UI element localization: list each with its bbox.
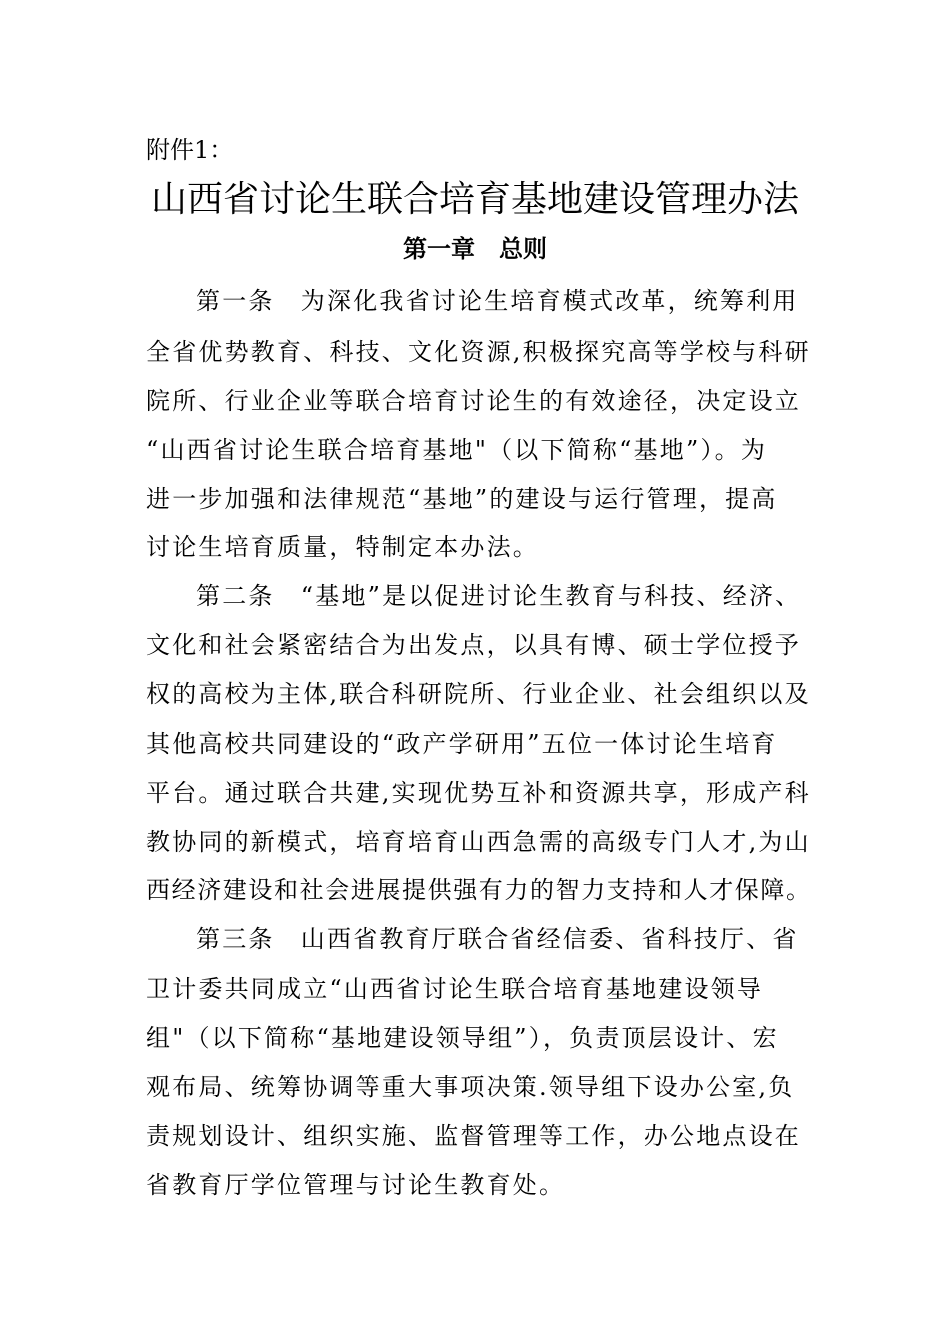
article-2-line-2: 文化和社会紧密结合为出发点，以具有博、硕士学位授予: [146, 631, 801, 659]
article-3-line-2: 卫计委共同成立“山西省讨论生联合培育基地建设领导: [146, 975, 764, 1003]
article-2-line-6: 教协同的新模式，培育培育山西急需的高级专门人才,为山: [146, 828, 811, 856]
article-2-line-1: 第二条 “基地”是以促进讨论生教育与科技、经济、: [196, 582, 802, 610]
article-3-line-5: 责规划设计、组织实施、监督管理等工作，办公地点设在: [146, 1122, 801, 1150]
article-2-line-5: 平台。通过联合共建,实现优势互补和资源共享，形成产科: [146, 779, 811, 807]
article-1-line-1: 第一条 为深化我省讨论生培育模式改革，统筹利用: [196, 287, 799, 315]
chapter-heading: 第一章 总则: [403, 235, 547, 263]
article-2-line-4: 其他高校共同建设的“政产学研用”五位一体讨论生培育: [146, 730, 778, 758]
article-1-line-6: 讨论生培育质量，特制定本办法。: [146, 533, 539, 561]
attachment-label: 附件1：: [146, 136, 234, 164]
article-2-line-3: 权的高校为主体,联合科研院所、行业企业、社会组织以及: [146, 680, 811, 708]
article-1-line-2: 全省优势教育、科技、文化资源,积极探究高等学校与科研: [146, 338, 811, 366]
article-3-line-6: 省教育厅学位管理与讨论生教育处。: [146, 1171, 566, 1199]
article-3-line-4: 观布局、统筹协调等重大事项决策.领导组下设办公室,负: [146, 1073, 795, 1101]
article-1-line-3: 院所、行业企业等联合培育讨论生的有效途径，决定设立: [146, 387, 801, 415]
article-1-line-5: 进一步加强和法律规范“基地”的建设与运行管理，提高: [146, 485, 778, 513]
document-title: 山西省讨论生联合培育基地建设管理办法: [150, 179, 799, 220]
article-3-line-3: 组"（以下简称“基地建设领导组”），负责顶层设计、宏: [146, 1024, 779, 1052]
article-3-line-1: 第三条 山西省教育厅联合省经信委、省科技厅、省: [196, 925, 799, 953]
article-2-line-7: 西经济建设和社会进展提供强有力的智力支持和人才保障。: [146, 876, 812, 904]
article-1-line-4: “山西省讨论生联合培育基地"（以下简称“基地”）。为: [146, 436, 768, 464]
